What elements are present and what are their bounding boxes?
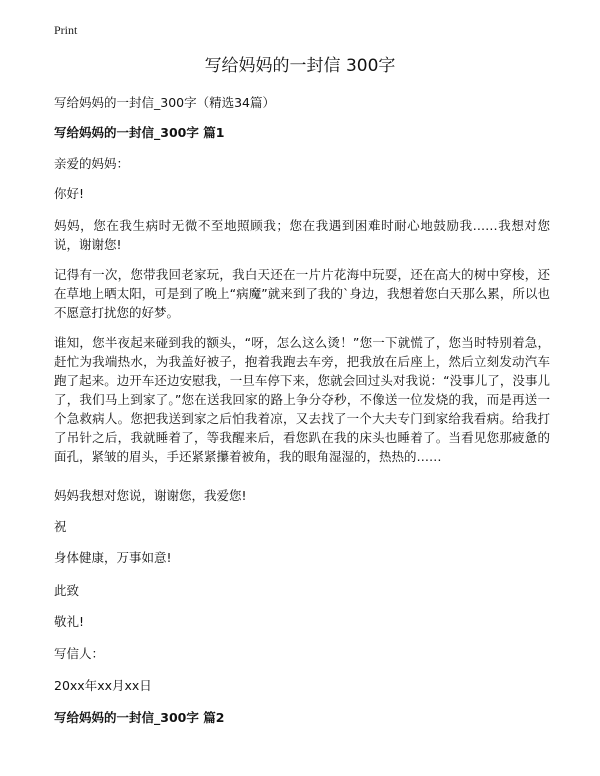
letter-closing: 妈妈我想对您说，谢谢您，我爱您! (54, 488, 247, 503)
letter-paragraph-3: 谁知，您半夜起来碰到我的额头，“呀，怎么这么烫！”您一下就慌了，您当时特别着急，赶忙为我端热水，为我盖好被子，抱着我跑去车旁，把我放在后座上，然后立刻发动汽车跑了起来。边开车还边安慰我，一旦车停下来，您就会回过头对我说：“没事儿了，没事儿了，我们马上到家了。”您在送我回家的路上争分夺秒，不像送一位发烧的我，而是再送一个急救病人。您把我送到家之后怕我着凉，又去找了一个大夫专门到家给我看病。给我打了吊针之后，我就睡着了，等我醒来后，看您趴在我的床头也睡着了。当看见您那疲惫的面孔，紧皱的眉头，手还紧紧攥着被角，我的眼角湿湿的，热热的…… (54, 335, 550, 464)
letter-salutation: 亲爱的妈妈： (54, 156, 130, 171)
letter-regards-1: 此致 (54, 583, 80, 598)
letter-paragraph-1: 妈妈，您在我生病时无微不至地照顾我；您在我遇到困难时耐心地鼓励我……我想对您说，谢谢您! (54, 218, 550, 252)
letter-date: 20xx年xx月xx日 (54, 678, 152, 693)
letter-regards-2: 敬礼! (54, 614, 85, 629)
letter-writer-label: 写信人： (54, 646, 105, 661)
letter-paragraph-2: 记得有一次，您带我回老家玩，我白天还在一片片花海中玩耍，还在高大的树中穿梭，还在草地上晒太阳，可是到了晚上“病魔”就来到了我的`身边，我想着您白天那么累，所以也不愿意打扰您的好梦。 (54, 267, 550, 320)
article-1-heading: 写给妈妈的一封信_300字 篇1 (54, 125, 225, 140)
letter-wish-lead: 祝 (54, 519, 67, 534)
letter-wish: 身体健康，万事如意! (54, 550, 172, 565)
document-subtitle: 写给妈妈的一封信_300字（精选34篇） (54, 95, 276, 110)
letter-greeting: 你好! (54, 186, 85, 201)
article-2-heading: 写给妈妈的一封信_300字 篇2 (54, 710, 225, 725)
document-title: 写给妈妈的一封信 300字 (204, 56, 396, 76)
print-link[interactable]: Print (54, 23, 78, 37)
